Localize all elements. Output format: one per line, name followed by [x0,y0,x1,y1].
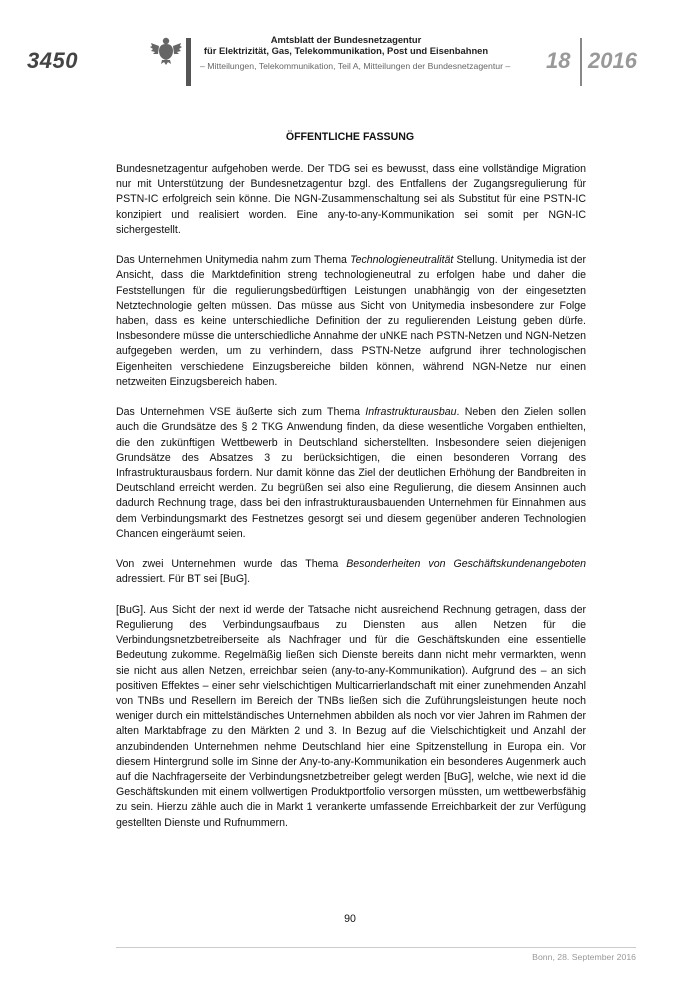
body-text [116,162,586,846]
footer-divider [116,947,636,948]
paragraph-text: adressiert. Für BT sei [BuG]. [116,573,251,586]
federal-eagle-icon [150,35,182,65]
header-subtitle: – Mitteilungen, Telekommunikation, Teil A, Mitteilungen der Bundesnetzagentur – [200,61,511,71]
issue-divider [580,38,582,86]
section-title: ÖFFENTLICHE FASSUNG [285,131,415,143]
paragraph [116,253,586,390]
issue-number: 18 [546,48,571,73]
header-title-line2: für Elektrizität, Gas, Telekommunikation, Post und Eisenbahnen [203,45,489,56]
paragraph [116,405,586,542]
paragraph-topic: Besonderheiten von Geschäftskundenangeboten [346,558,586,571]
footer-place-date: Bonn, 28. September 2016 [532,952,636,962]
paragraph-topic: Technologieneutralität [350,254,454,267]
paragraph-text: . Neben den Zielen sollen auch die Grundsätze des § 2 TKG Anwendung finden, da diese wesentliche Vorgaben enthielten, die den zukünftigen Wettbewerb in Deutschland sicherstellten. Insbesondere seien diejenigen Grundsätze des Absatzes 3 zu berücksichtigen, die einen besonderen Vorrang des Infrastrukturausbaus fordern. Nur damit könne das Ziel der deutlichen Erhöhung der Bandbreiten in Deutschland erreicht werden. Zu begrüßen sei also eine Regulierung, die diesem Ansinnen auch dadurch Rechnung trage, dass bei den infrastrukturausbauenden Unternehmen für Einnahmen aus dem Verbindungsmarkt des Festnetzes gesorgt sei und diesem gegenüber anderen Technologien Chancen eingeräumt seien. [116,406,586,540]
paragraph: [BuG]. Aus Sicht der next id werde der Tatsache nicht ausreichend Rechnung getragen, dass der Regulierung des Verbindungsaufbaus zu Diensten aus allen Netzen für die Verbindungsnetzbetreiberseite als Nachfrager und für die Geschäftskunden eine essentielle Bedeutung zukomme. Regelmäßig ließen sich Dienste bereits dann nicht mehr vermarkten, wenn sie nicht aus allen Netzen, erreichbar seien (any-to-any-Kommunikation). Aufgrund des – an sich positiven Effektes – einer sehr vielschichtigen Multicarrierlandschaft mit einer zunehmenden Anzahl von TNBs und Resellern im Bereich der TNBs ließen sich die Zuführungsleistungen heute noch weniger durch ein mittelständisches Unternehmen abbilden als noch vor vier Jahren im Rahmen der alten Marktabfrage zu den Märkten 2 und 3. In Bezug auf die Vielschichtigkeit und Anzahl der anzubindenden Unternehmen nehme Deutschland hier eine Spitzenstellung in Europa ein. Vor diesem Hintergrund solle im Sinne der Any-to-any-Kommunikation ein besonderes Augenmerk auch auf die Nachfragerseite der Verbindungsnetzbetreiber gelegt werden [BuG], welche, wie next id die Geschäftskunden mit einem vollwertigen Produktportfolio versorgen müssten, um wettbewerbsfähig zu sein. Hierzu zähle auch die in Markt 1 verankerte umfassende Erreichbarkeit der zur Verfügung gestellten Dienste und Rufnummern. [116,603,586,829]
header-divider [186,38,191,86]
paragraph-text: Das Unternehmen Unitymedia nahm zum Thema [116,254,351,267]
header-title [196,34,496,56]
page-number: 3450 [27,48,78,73]
paragraph-topic: Infrastrukturausbau [365,406,457,419]
paragraph: Bundesnetzagentur aufgehoben werde. Der TDG sei es bewusst, dass eine vollständige Migration nur mit Unterstützung der Bundesnetzagentur bzgl. des Entfallens der Zugangsregulierung für PSTN-IC erfolgreich sein könne. Die NGN-Zusammenschaltung sei als Substitut für eine PSTN-IC konzipiert und realisiert worden. Eine any-to-any-Kommunikation sei somit per NGN-IC sichergestellt. [116,163,586,236]
issue-year: 2016 [588,48,637,73]
footer-page-number: 90 [344,913,356,925]
paragraph-text: Von zwei Unternehmen wurde das Thema [116,558,347,571]
paragraph [116,557,586,587]
header-title-line1: Amtsblatt der Bundesnetzagentur [270,34,422,45]
paragraph-text: Stellung. Unitymedia ist der Ansicht, dass die Marktdefinition streng technologieneutral zu erfolgen habe und daher die Feststellungen für die regulierungsbedürftigen Leistungen unabhängig von der eingesetzten Netztechnologie gelten müssen. Das müsse aus Sicht von Unitymedia insbesondere zur Folge haben, dass es keine unterschiedliche Definition der zu regulierenden Leistung geben dürfe. Insbesondere müsse die unterschiedliche Annahme der uNKE nach PSTN-Netzen und NGN-Netzen aufgegeben werden, um zu verhindern, dass PSTN-Netze aufgrund ihrer technologischen Eigenheiten verschiedene Einzugsbereiche bilden können, während NGN-Netze nur einen netzweiten Einzugsbereich haben. [116,254,586,388]
paragraph-text: Das Unternehmen VSE äußerte sich zum Thema [116,406,366,419]
